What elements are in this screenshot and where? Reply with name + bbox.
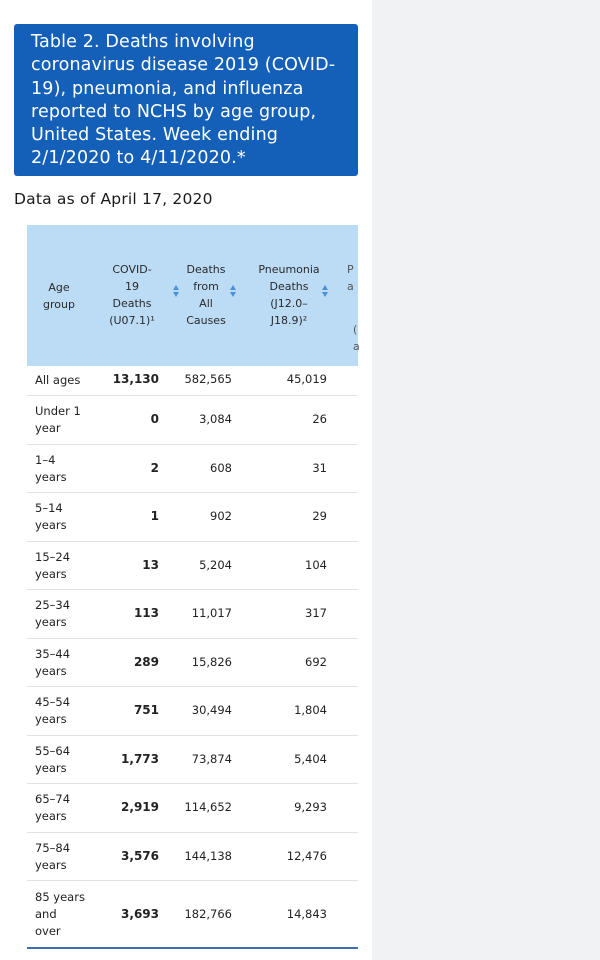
cell-all-causes-deaths: 5,204 — [199, 557, 232, 572]
header-text: (J12.0– — [270, 297, 308, 310]
header-text: (U07.1)¹ — [109, 314, 155, 327]
table-row — [27, 784, 358, 833]
cell-covid-deaths: 3,693 — [121, 907, 159, 921]
title-line: coronavirus disease 2019 (COVID- — [31, 55, 336, 76]
header-text: Deaths — [269, 280, 309, 293]
cell-pneumonia-deaths: 29 — [312, 509, 327, 524]
data-as-of-label: Data as of April 17, 2020 — [14, 190, 213, 208]
cell-text: 75–84 — [35, 840, 71, 855]
header-covid-deaths[interactable] — [105, 261, 159, 329]
cell-covid-deaths: 113 — [133, 606, 159, 621]
cell-pneumonia-deaths: 9,293 — [294, 800, 327, 815]
cell-all-causes-deaths: 114,652 — [184, 800, 232, 815]
cell-age-group — [35, 743, 95, 777]
title-line: Table 2. Deaths involving — [31, 32, 255, 52]
header-text: Causes — [186, 314, 226, 327]
cell-text: years — [35, 809, 67, 823]
cell-age-group — [35, 791, 95, 825]
table-row — [27, 639, 358, 688]
cell-covid-deaths: 13 — [142, 557, 159, 572]
cell-covid-deaths: 2,919 — [121, 800, 159, 815]
cell-text: over — [35, 924, 61, 938]
right-side-panel — [372, 0, 600, 960]
cell-all-causes-deaths: 3,084 — [199, 412, 232, 427]
cell-pneumonia-deaths: 104 — [305, 557, 327, 572]
cell-age-group — [35, 694, 95, 728]
header-age-group[interactable] — [37, 279, 81, 313]
cell-covid-deaths: 289 — [133, 654, 159, 669]
cell-text: year — [35, 421, 61, 435]
header-text: from — [193, 280, 219, 293]
header-text: Age — [48, 281, 70, 294]
cell-covid-deaths: 751 — [133, 703, 159, 718]
cell-age-group — [35, 597, 95, 631]
cell-pneumonia-deaths: 1,804 — [294, 703, 327, 718]
cell-text: 25–34 — [35, 598, 71, 612]
table-row — [27, 590, 358, 639]
title-line: 19), pneumonia, and influenza — [31, 78, 304, 99]
header-text: 19 — [125, 280, 139, 293]
table-row — [27, 396, 358, 445]
cell-covid-deaths: 2 — [150, 460, 159, 475]
table-body — [27, 366, 358, 949]
header-pneumonia-deaths[interactable] — [251, 261, 327, 329]
cell-text: Under 1 — [35, 404, 81, 418]
cell-age-group — [35, 840, 95, 874]
table-row — [27, 881, 358, 949]
header-text: a — [347, 280, 354, 293]
table-title — [14, 24, 358, 176]
cell-covid-deaths: 1 — [150, 509, 159, 524]
title-line: reported to NCHS by age group, — [31, 101, 317, 122]
cell-text: 1–4 — [35, 452, 56, 467]
cell-text: 35–44 — [35, 646, 71, 661]
cell-text: 85 years — [35, 890, 85, 904]
header-text: ( — [353, 323, 358, 336]
header-text: All — [199, 297, 213, 310]
header-text: P — [347, 263, 354, 276]
cell-pneumonia-deaths: 14,843 — [286, 907, 327, 921]
cell-text: years — [35, 663, 67, 678]
cell-pneumonia-deaths: 45,019 — [286, 372, 327, 386]
table-row — [27, 687, 358, 736]
cell-age-group — [35, 372, 95, 389]
cell-age-group — [35, 452, 95, 486]
cell-all-causes-deaths: 902 — [210, 509, 232, 524]
cell-text: 65–74 — [35, 792, 71, 806]
cell-text: 5–14 — [35, 501, 63, 515]
cell-pneumonia-deaths: 5,404 — [294, 751, 327, 766]
header-text: COVID- — [112, 263, 152, 276]
cell-text: and — [35, 907, 57, 921]
cell-age-group — [35, 500, 95, 534]
cell-all-causes-deaths: 11,017 — [191, 606, 232, 621]
cell-pneumonia-deaths: 31 — [312, 460, 327, 475]
table-row — [27, 445, 358, 494]
cell-pneumonia-deaths: 317 — [305, 606, 327, 621]
cell-text: years — [35, 469, 67, 484]
header-text: Pneumonia — [258, 263, 320, 276]
cell-pneumonia-deaths: 26 — [312, 412, 327, 427]
header-all-causes-deaths[interactable] — [179, 261, 233, 329]
sort-icon[interactable] — [230, 285, 236, 297]
header-text: group — [43, 298, 75, 311]
table-header — [27, 225, 358, 366]
cell-age-group — [35, 549, 95, 583]
table-row — [27, 366, 358, 396]
deaths-table[interactable] — [27, 225, 358, 960]
cell-text: 55–64 — [35, 743, 71, 758]
cell-text: 45–54 — [35, 695, 71, 709]
header-cut-off-column — [347, 261, 367, 295]
header-text: a — [353, 340, 360, 353]
cell-all-causes-deaths: 182,766 — [184, 907, 232, 921]
cell-all-causes-deaths: 608 — [210, 460, 232, 475]
header-text: Deaths — [112, 297, 152, 310]
cell-text: years — [35, 712, 67, 726]
title-line: 2/1/2020 to 4/11/2020.* — [31, 148, 246, 169]
cell-text: years — [35, 760, 67, 775]
header-cut-off-column — [353, 321, 373, 355]
cell-covid-deaths: 3,576 — [121, 848, 159, 863]
cell-age-group — [35, 646, 95, 680]
table-row — [27, 493, 358, 542]
cell-all-causes-deaths: 73,874 — [191, 751, 232, 766]
sort-icon[interactable] — [322, 285, 328, 297]
cell-pneumonia-deaths: 12,476 — [286, 848, 327, 863]
cell-covid-deaths: 13,130 — [112, 372, 159, 386]
table-row — [27, 833, 358, 882]
cell-text: All ages — [35, 373, 81, 387]
cell-text: 15–24 — [35, 549, 71, 564]
header-text: Deaths — [186, 263, 226, 276]
cell-covid-deaths: 0 — [150, 412, 159, 427]
cell-all-causes-deaths: 144,138 — [184, 848, 232, 863]
cell-age-group — [35, 889, 95, 940]
table-row — [27, 736, 358, 785]
cell-all-causes-deaths: 15,826 — [191, 654, 232, 669]
cell-text: years — [35, 566, 67, 581]
cell-text: years — [35, 857, 67, 872]
header-text: J18.9)² — [270, 314, 308, 327]
table-row — [27, 542, 358, 591]
cell-text: years — [35, 615, 67, 629]
title-line: United States. Week ending — [31, 125, 279, 146]
cell-covid-deaths: 1,773 — [121, 751, 159, 766]
cell-age-group — [35, 403, 95, 437]
cell-text: years — [35, 518, 67, 532]
cell-pneumonia-deaths: 692 — [305, 654, 327, 669]
cell-all-causes-deaths: 30,494 — [191, 703, 232, 718]
cell-all-causes-deaths: 582,565 — [184, 372, 232, 386]
